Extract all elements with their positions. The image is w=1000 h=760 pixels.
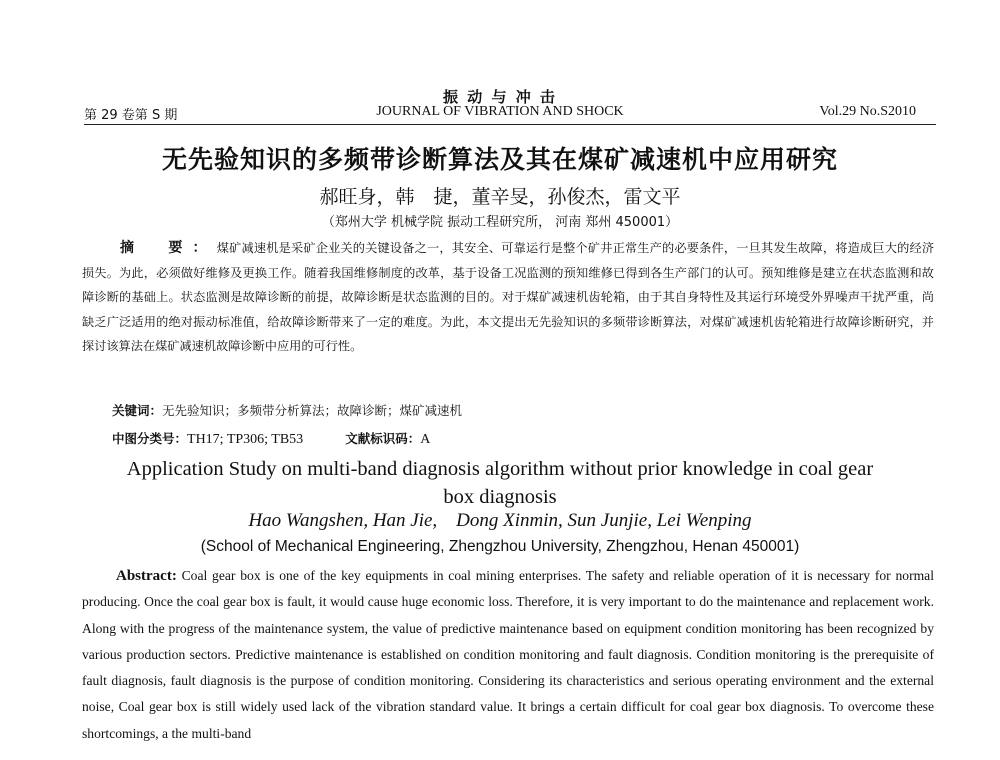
paper-title-cn: 无先验知识的多频带诊断算法及其在煤矿减速机中应用研究 [161, 145, 838, 174]
abstract-en [82, 563, 934, 747]
doc-code-label: 文献标识码： [345, 431, 421, 446]
keywords-cn-label: 关键词： [112, 403, 163, 418]
header-rule [84, 124, 936, 125]
keywords-cn [112, 401, 462, 419]
abstract-cn [82, 236, 934, 359]
abstract-en-label: Abstract: [116, 568, 177, 584]
paper-title-en: Application Study on multi-band diagnosis algorithm without prior knowledge in coal gear box diagnosis [126, 458, 874, 508]
abstract-en-text: Coal gear box is one of the key equipments in coal mining enterprises. The safety and reliable operation of it is necessary for normal producing. Once the coal gear box is fault, it would cause huge economic loss. Therefore, it is very important to do the maintenance and replacement work. Along with the progress of the maintenance system, the value of predictive maintenance based on equipment condition monitoring has been recognized by various production sectors. Predictive maintenance is established on condition monitoring and fault diagnosis. Condition monitoring is the prerequisite of fault diagnosis, fault diagnosis is the purpose of condition monitoring. Considering its characteristics and serious operating environment and the external noise, Coal gear box is still widely used lack of the vibration standard value. It brings a certain difficult for coal gear box diagnosis. To overcome these shortcomings, a the multi-band [82, 568, 934, 741]
journal-name-cn: 振 动 与 冲 击 [443, 88, 557, 106]
affiliation-cn: （郑州大学 机械学院 振动工程研究所， 河南 郑州 450001） [321, 215, 679, 230]
keywords-cn-text: 无先验知识；多频带分析算法；故障诊断；煤矿减速机 [162, 403, 463, 418]
clc-label: 中图分类号： [112, 431, 188, 446]
doc-code: A [420, 432, 431, 447]
volume-en: Vol.29 No.S2010 [819, 104, 916, 119]
authors-en: Hao Wangshen, Han Jie, Dong Xinmin, Sun Junjie, Lei Wenping [248, 510, 752, 531]
abstract-cn-label: 摘 要： [120, 240, 217, 256]
clc-codes: TH17; TP306; TB53 [187, 432, 304, 447]
affiliation-en: (School of Mechanical Engineering, Zhengzhou University, Zhengzhou, Henan 450001) [200, 538, 800, 555]
journal-name-en: JOURNAL OF VIBRATION AND SHOCK [376, 104, 624, 119]
running-header [84, 104, 916, 124]
abstract-cn-text: 煤矿减速机是采矿企业关的关键设备之一，其安全、可靠运行是整个矿井正常生产的必要条件，一旦其发生故障，将造成巨大的经济损失。为此，必须做好维修及更换工作。随着我国维修制度的改革，基于设备工况监测的预知维修已得到各生产部门的认可。预知维修是建立在状态监测和故障诊断的基础上。状态监测是故障诊断的前提，故障诊断是状态监测的目的。对于煤矿减速机齿轮箱，由于其自身特性及其运行环境受外界噪声干扰严重，尚缺乏广泛适用的绝对振动标准值，给故障诊断带来了一定的难度。为此，本文提出无先验知识的多频带诊断算法，对煤矿减速机齿轮箱进行故障诊断研究，并探讨该算法在煤矿减速机故障诊断中应用的可行性。 [82, 241, 935, 353]
issue-cn: 第 29 卷第 S 期 [84, 108, 178, 123]
classification-line [112, 429, 430, 448]
authors-cn: 郝旺身，韩 捷，董辛旻，孙俊杰，雷文平 [319, 186, 681, 208]
